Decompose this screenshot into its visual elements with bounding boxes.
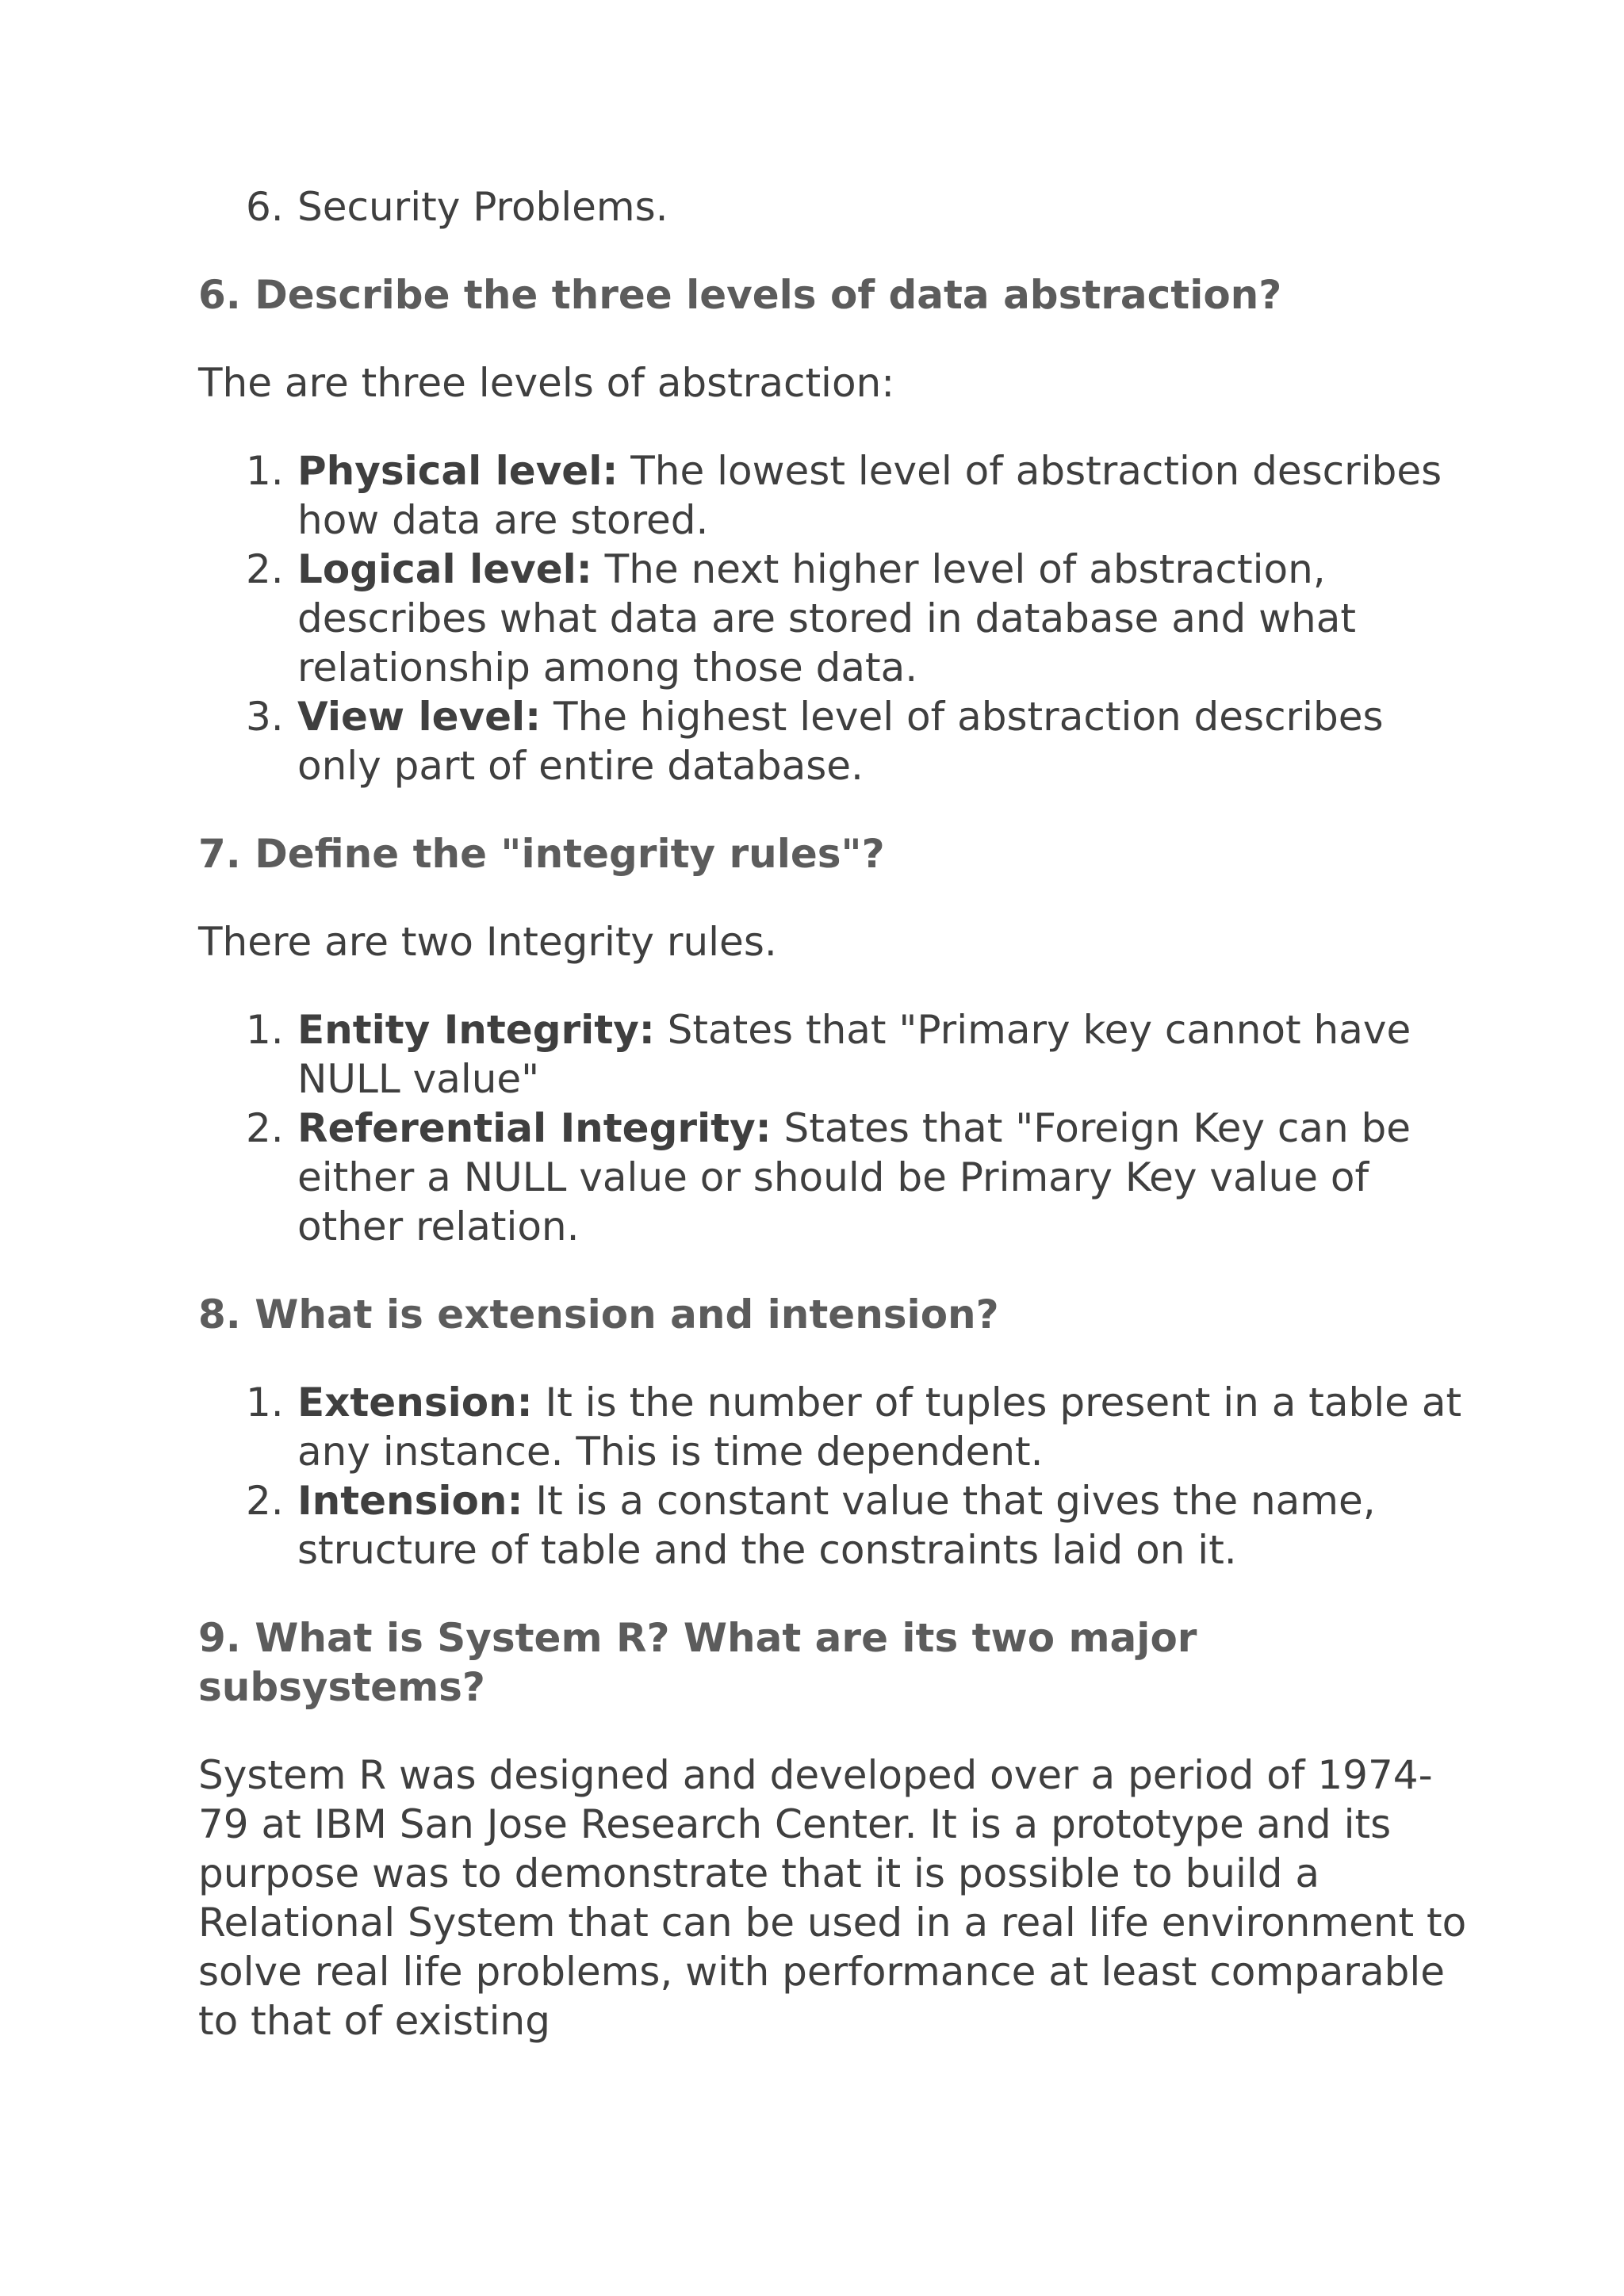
list-number: 2. (246, 1478, 284, 1524)
answer-list-8 (198, 1378, 1467, 1575)
list-text: It is the number of tuples present in a table at any instance. This is time dependent. (297, 1380, 1462, 1475)
answer-intro-7: There are two Integrity rules. (198, 919, 777, 965)
list-term: View level: (297, 694, 542, 740)
answer-intro-6: The are three levels of abstraction: (198, 360, 895, 406)
list-text: It is a constant value that gives the name, structure of table and the constraints laid on it. (297, 1478, 1376, 1573)
list-term: Extension: (297, 1380, 533, 1425)
list-item (198, 1104, 1467, 1251)
list-item (198, 1476, 1467, 1575)
question-heading-8: 8. What is extension and intension? (198, 1292, 999, 1337)
list-item (198, 1005, 1467, 1104)
answer-list-6 (198, 446, 1467, 790)
list-text: States that "Foreign Key can be either a NULL value or should be Primary Key value of other relation. (297, 1105, 1411, 1249)
list-number: 1. (246, 1007, 284, 1053)
list-number: 6. (246, 184, 284, 230)
list-number: 2. (246, 1105, 284, 1151)
list-text: States that "Primary key cannot have NULL value" (297, 1007, 1411, 1102)
question-heading-9: 9. What is System R? What are its two major subsystems? (198, 1615, 1197, 1710)
list-term: Intension: (297, 1478, 523, 1524)
list-term: Physical level: (297, 448, 619, 494)
list-number: 3. (246, 694, 284, 740)
list-term: Logical level: (297, 546, 592, 592)
list-term: Entity Integrity: (297, 1007, 655, 1053)
list-text: Security Problems. (297, 184, 668, 230)
intro-list (198, 182, 1467, 232)
list-text: The highest level of abstraction describes only part of entire database. (297, 694, 1384, 789)
list-item (198, 692, 1467, 790)
list-number: 2. (246, 546, 284, 592)
list-number: 1. (246, 448, 284, 494)
list-text: The lowest level of abstraction describes how data are stored. (297, 448, 1442, 543)
list-item (198, 545, 1467, 692)
list-term: Referential Integrity: (297, 1105, 772, 1151)
answer-list-7 (198, 1005, 1467, 1251)
list-text: The next higher level of abstraction, describes what data are stored in database and what relationship among those data. (297, 546, 1356, 691)
document-page (198, 182, 1467, 2045)
list-item (198, 446, 1467, 545)
list-item (198, 1378, 1467, 1476)
list-number: 1. (246, 1380, 284, 1425)
question-heading-7: 7. Define the "integrity rules"? (198, 831, 885, 877)
question-heading-6: 6. Describe the three levels of data abstraction? (198, 272, 1282, 318)
answer-body-9: System R was designed and developed over a period of 1974-79 at IBM San Jose Research Center. It is a prototype and its purpose was to demonstrate that it is possible to build a Relational System that can be used in a real life environment to solve real life problems, with performance at least comparable to that of existing (198, 1752, 1467, 2044)
list-item (198, 182, 1467, 232)
